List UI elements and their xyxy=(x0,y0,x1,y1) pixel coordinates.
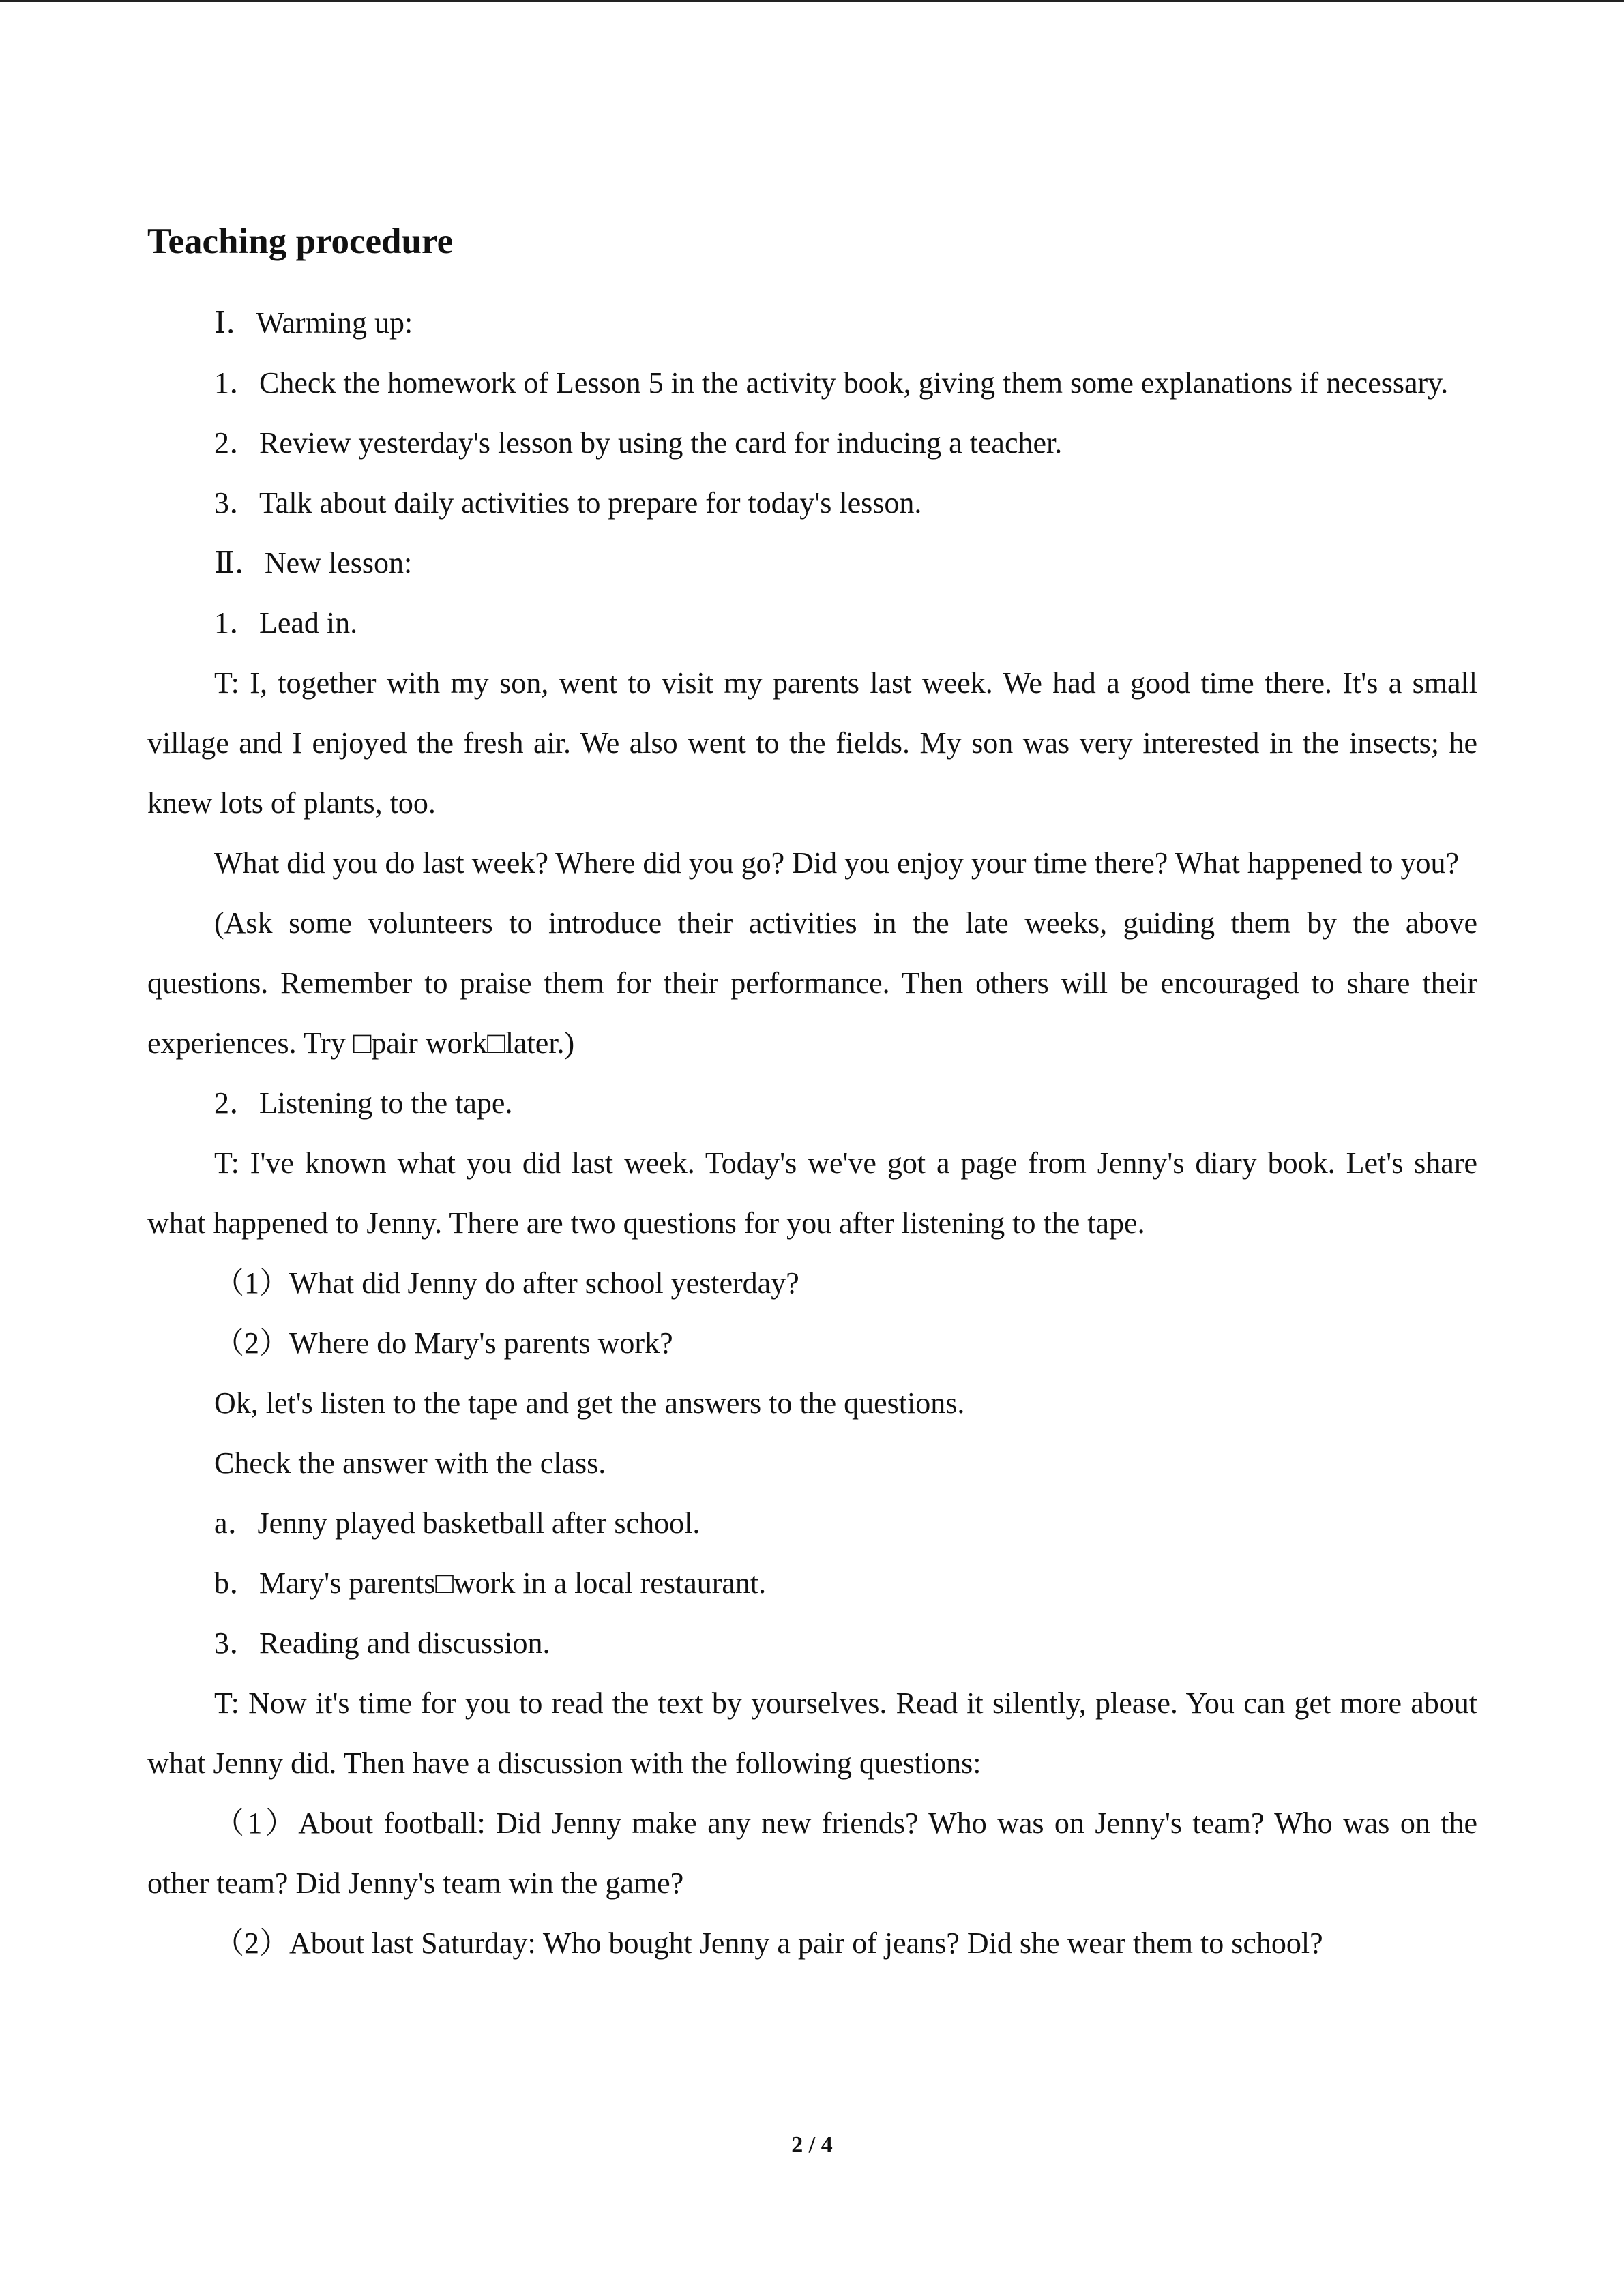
paragraph-daily-activities: 3．Talk about daily activities to prepare for today's lesson. xyxy=(214,486,922,520)
page-top-border xyxy=(0,0,1624,2)
paragraph-check-homework: 1．Check the homework of Lesson 5 in the activity book, giving them some explanations if necessary. xyxy=(214,366,1449,400)
list-item-answer-a: a．Jenny played basketball after school. xyxy=(214,1506,700,1540)
list-item-football-questions: （1）About football: Did Jenny make any new friends? Who was on Jenny's team? Who was on the other team? Did Jenny's team win the game? xyxy=(147,1806,1477,1900)
paragraph-volunteers-note: (Ask some volunteers to introduce their activities in the late weeks, guiding them by the above questions. Remember to praise them for their performance. Then others will be encouraged to share their experiences. Try □pair work□later.) xyxy=(147,906,1477,1060)
section-heading-new-lesson: Ⅱ．New lesson: xyxy=(214,546,413,580)
paragraph-teacher-story: T: I, together with my son, went to visit my parents last week. We had a good time there. It's a small village and I enjoyed the fresh air. We also went to the fields. My son was very interested in the insects; he knew lots of plants, too. xyxy=(147,666,1477,820)
paragraph-check-answer: Check the answer with the class. xyxy=(214,1446,606,1480)
document-body xyxy=(147,293,1477,1973)
page-number: 2 / 4 xyxy=(791,2132,833,2158)
list-item-question-1: （1）What did Jenny do after school yesterday? xyxy=(214,1266,799,1300)
section-heading-warming-up: Ⅰ．Warming up: xyxy=(214,306,413,340)
section-heading: Teaching procedure xyxy=(147,222,454,261)
list-item-saturday-questions: （2）About last Saturday: Who bought Jenny a pair of jeans? Did she wear them to school? xyxy=(214,1926,1323,1960)
paragraph-listen-instruction: Ok, let's listen to the tape and get the answers to the questions. xyxy=(214,1386,965,1420)
paragraph-review-lesson: 2．Review yesterday's lesson by using the card for inducing a teacher. xyxy=(214,426,1063,460)
list-item-answer-b: b．Mary's parents□work in a local restaurant. xyxy=(214,1566,767,1600)
paragraph-reading-instruction: T: Now it's time for you to read the text by yourselves. Read it silently, please. You can get more about what Jenny did. Then have a discussion with the following questions: xyxy=(147,1686,1477,1780)
paragraph-reading-heading: 3．Reading and discussion. xyxy=(214,1626,550,1660)
paragraph-lead-in: 1．Lead in. xyxy=(214,606,358,640)
paragraph-diary-intro: T: I've known what you did last week. Today's we've got a page from Jenny's diary book. Let's share what happened to Jenny. There are two questions for you after listening to the tape. xyxy=(147,1146,1477,1240)
paragraph-questions-last-week: What did you do last week? Where did you go? Did you enjoy your time there? What happened to you? xyxy=(214,846,1460,880)
paragraph-listening-heading: 2．Listening to the tape. xyxy=(214,1086,513,1120)
list-item-question-2: （2）Where do Mary's parents work? xyxy=(214,1326,673,1360)
